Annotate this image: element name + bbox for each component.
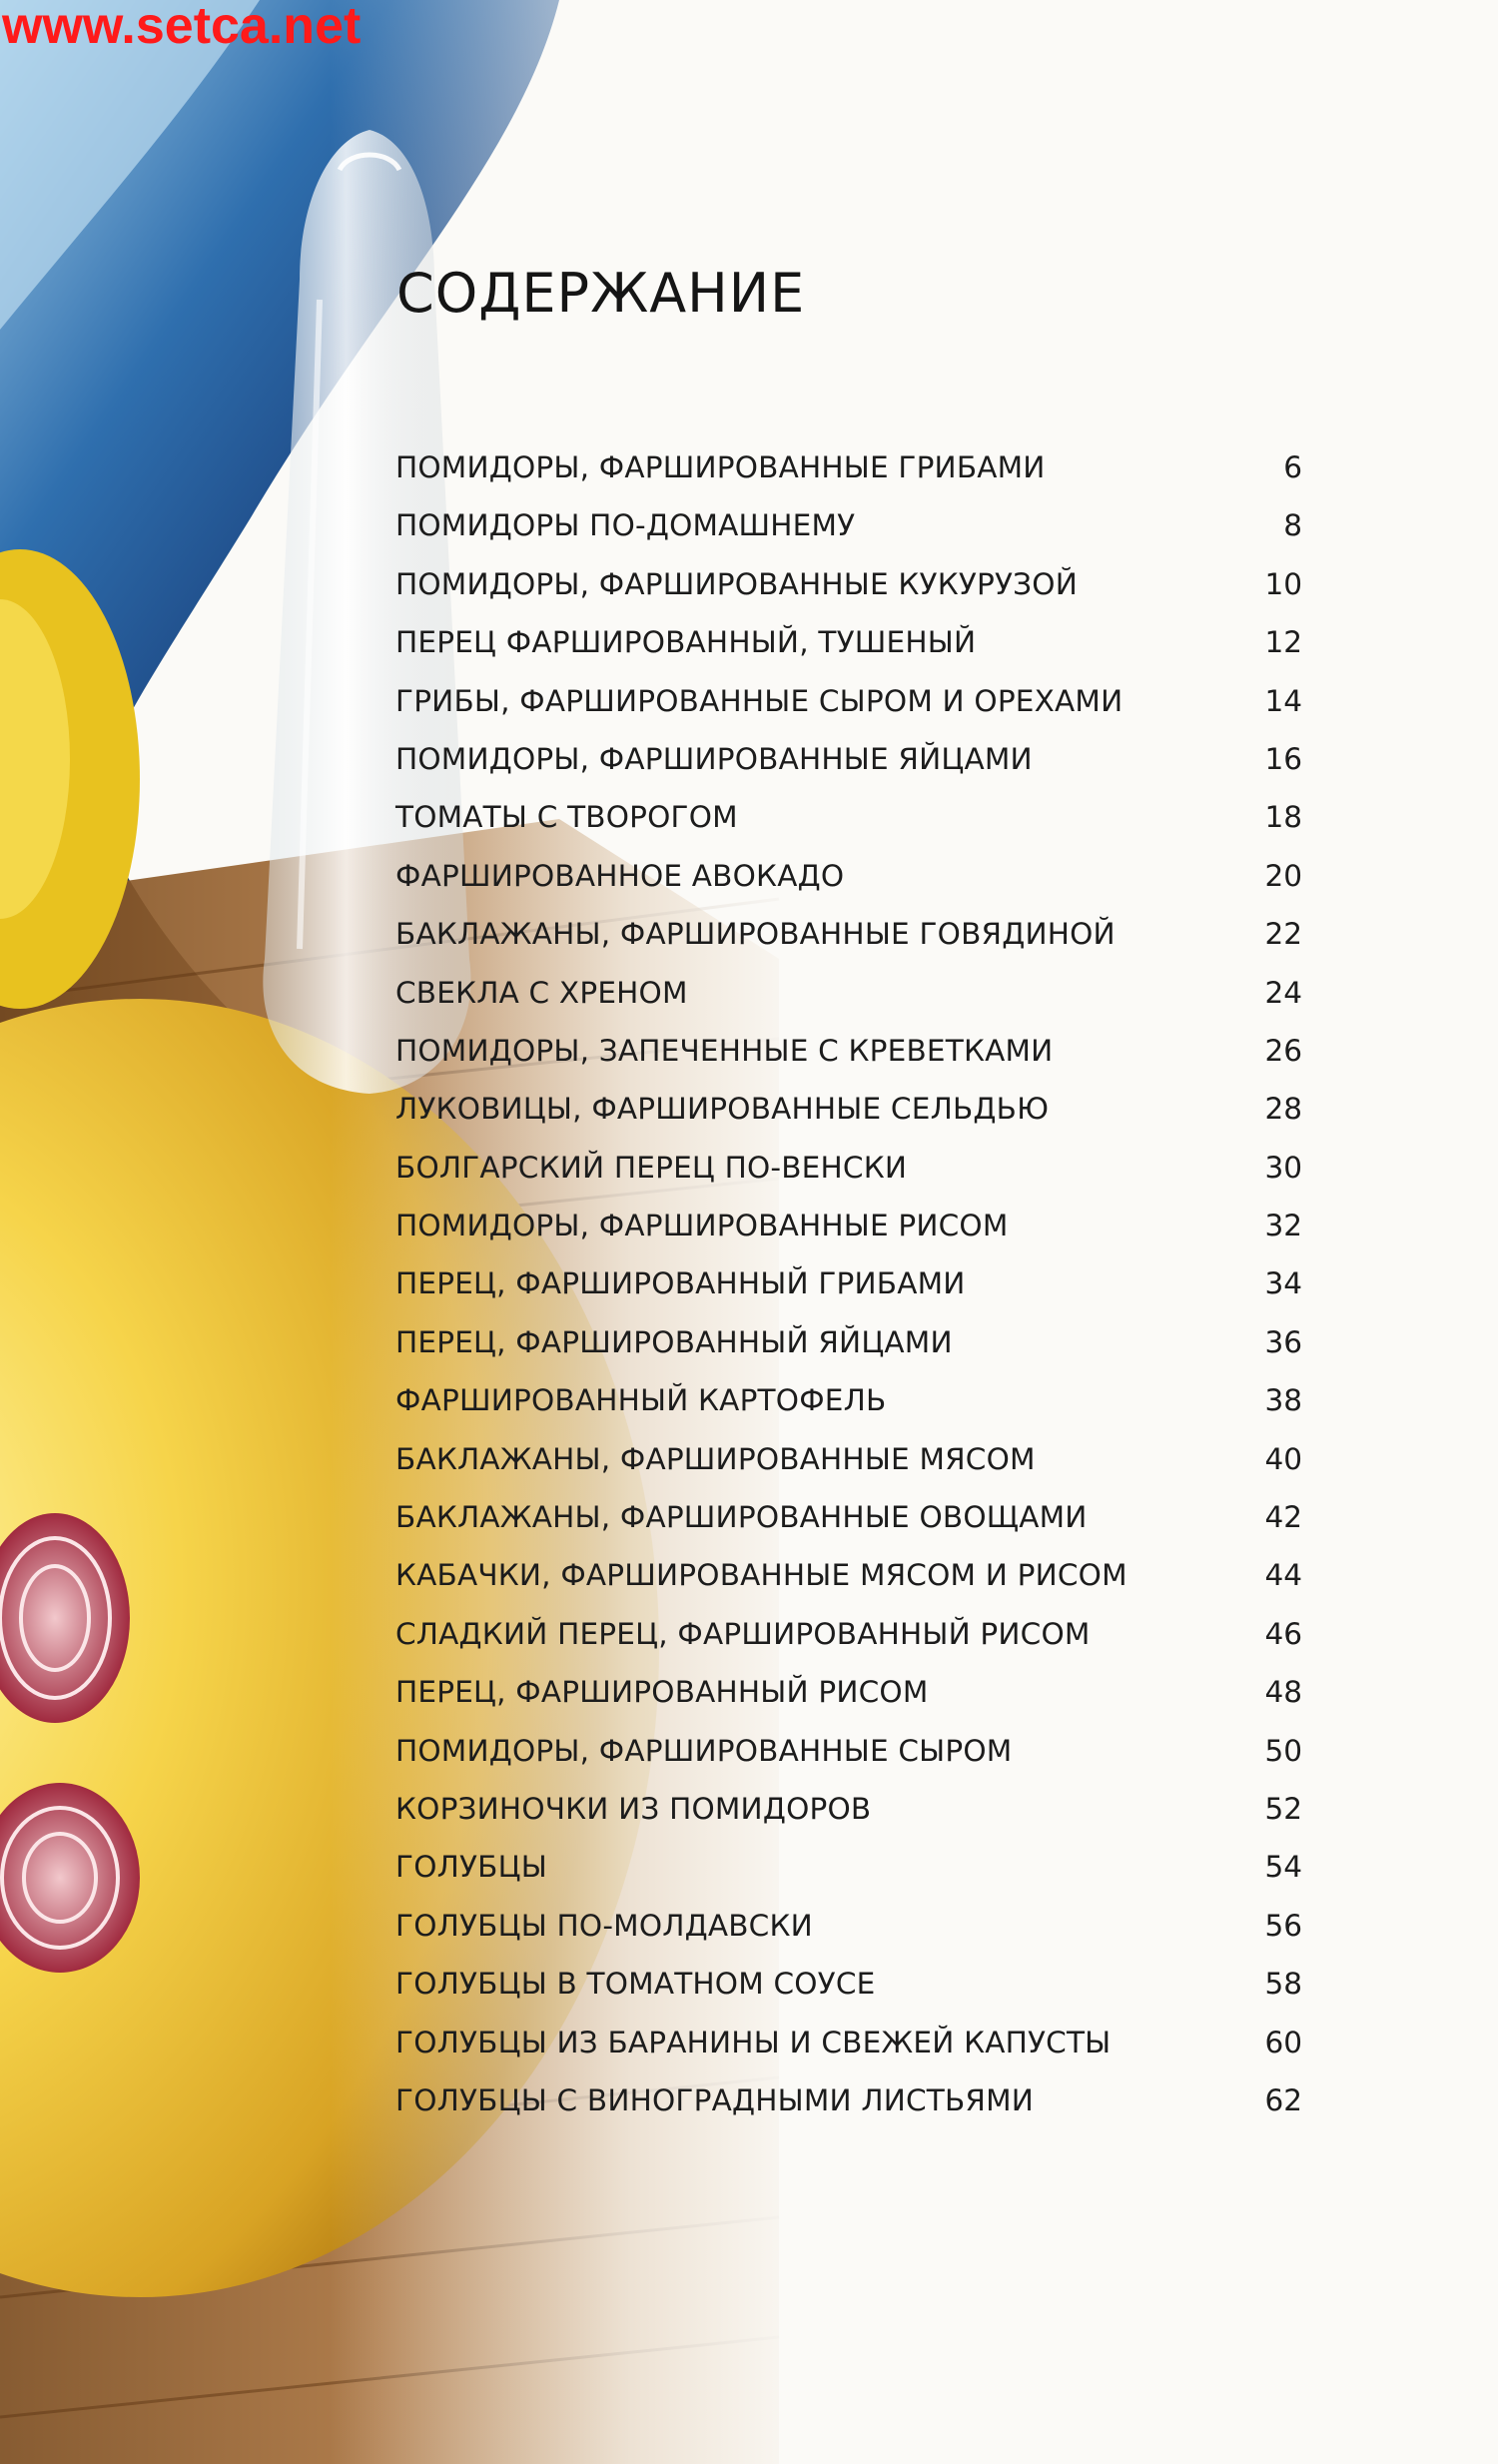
toc-entry [395,1609,1302,1667]
toc-entry-title: ПОМИДОРЫ, ФАРШИРОВАННЫЕ ГРИБАМИ [395,450,1046,484]
toc-entry-page-number: 6 [1283,450,1302,484]
toc-entry-page-number: 34 [1264,1266,1302,1301]
toc-entry [395,1201,1302,1258]
toc-entry-title: БАКЛАЖАНЫ, ФАРШИРОВАННЫЕ ОВОЩАМИ [395,1500,1088,1535]
toc-entry [395,1492,1302,1550]
toc-entry-title: СВЕКЛА С ХРЕНОМ [395,975,688,1010]
toc-entry-title: ГОЛУБЦЫ ИЗ БАРАНИНЫ И СВЕЖЕЙ КАПУСТЫ [395,2025,1112,2059]
toc-entry-page-number: 26 [1264,1033,1302,1068]
page-title: СОДЕРЖАНИЕ [396,262,806,325]
toc-entry-title: ПОМИДОРЫ, ФАРШИРОВАННЫЕ РИСОМ [395,1209,1009,1243]
toc-entry-page-number: 62 [1264,2082,1302,2117]
toc-entry-page-number: 36 [1264,1324,1302,1359]
toc-entry-title: ГОЛУБЦЫ ПО-МОЛДАВСКИ [395,1908,813,1943]
toc-entry-page-number: 44 [1264,1558,1302,1593]
toc-entry [395,1667,1302,1725]
toc-entry [395,442,1302,500]
toc-entry [395,1026,1302,1084]
toc-entry-title: ТОМАТЫ С ТВОРОГОМ [395,800,738,835]
toc-entry-page-number: 54 [1264,1850,1302,1885]
toc-entry-title: ПОМИДОРЫ, ФАРШИРОВАННЫЕ КУКУРУЗОЙ [395,566,1078,601]
toc-entry-page-number: 56 [1264,1908,1302,1943]
toc-entry-title: БАКЛАЖАНЫ, ФАРШИРОВАННЫЕ ГОВЯДИНОЙ [395,917,1116,952]
toc-entry-page-number: 32 [1264,1209,1302,1243]
toc-entry-title: КОРЗИНОЧКИ ИЗ ПОМИДОРОВ [395,1791,872,1826]
toc-entry [395,1726,1302,1784]
toc-entry-page-number: 52 [1264,1791,1302,1826]
toc-entry [395,2075,1302,2133]
toc-entry [395,617,1302,675]
toc-entry-page-number: 8 [1283,508,1302,543]
toc-entry-title: ГРИБЫ, ФАРШИРОВАННЫЕ СЫРОМ И ОРЕХАМИ [395,683,1124,718]
toc-entry-page-number: 22 [1264,917,1302,952]
toc-entry [395,1375,1302,1433]
toc-entry-page-number: 30 [1264,1150,1302,1185]
toc-entry-page-number: 10 [1264,566,1302,601]
toc-entry-page-number: 58 [1264,1967,1302,2002]
toc-entry-title: ГОЛУБЦЫ [395,1850,547,1885]
toc-entry-title: КАБАЧКИ, ФАРШИРОВАННЫЕ МЯСОМ И РИСОМ [395,1558,1127,1593]
toc-entry-title: БАКЛАЖАНЫ, ФАРШИРОВАННЫЕ МЯСОМ [395,1441,1036,1476]
toc-entry [395,909,1302,967]
toc-entry [395,1143,1302,1201]
toc-entry-title: ПОМИДОРЫ ПО-ДОМАШНЕМУ [395,508,856,543]
toc-entry [395,1317,1302,1375]
toc-entry [395,1901,1302,1959]
toc-entry [395,968,1302,1026]
toc-entry-page-number: 12 [1264,625,1302,660]
toc-entry [395,1784,1302,1842]
table-of-contents [395,442,1302,2133]
toc-entry-page-number: 40 [1264,1441,1302,1476]
toc-entry-page-number: 42 [1264,1500,1302,1535]
toc-entry-page-number: 38 [1264,1383,1302,1418]
toc-entry-page-number: 16 [1264,741,1302,776]
toc-entry-page-number: 48 [1264,1675,1302,1710]
toc-entry [395,1434,1302,1492]
toc-entry-title: СЛАДКИЙ ПЕРЕЦ, ФАРШИРОВАННЫЙ РИСОМ [395,1616,1091,1651]
toc-entry-page-number: 24 [1264,975,1302,1010]
toc-entry-title: ГОЛУБЦЫ С ВИНОГРАДНЫМИ ЛИСТЬЯМИ [395,2082,1035,2117]
toc-entry [395,1842,1302,1900]
toc-entry [395,500,1302,558]
toc-entry-page-number: 50 [1264,1733,1302,1768]
toc-entry-title: ФАРШИРОВАННЫЙ КАРТОФЕЛЬ [395,1383,887,1418]
toc-entry-title: ПЕРЕЦ, ФАРШИРОВАННЫЙ ЯЙЦАМИ [395,1324,953,1359]
toc-entry-title: ПОМИДОРЫ, ФАРШИРОВАННЫЕ СЫРОМ [395,1733,1013,1768]
toc-entry-title: ПОМИДОРЫ, ЗАПЕЧЕННЫЕ С КРЕВЕТКАМИ [395,1033,1054,1068]
toc-entry [395,559,1302,617]
toc-entry-title: ПЕРЕЦ ФАРШИРОВАННЫЙ, ТУШЕНЫЙ [395,625,977,660]
toc-entry-title: ПОМИДОРЫ, ФАРШИРОВАННЫЕ ЯЙЦАМИ [395,741,1033,776]
toc-entry [395,1550,1302,1608]
toc-entry [395,2018,1302,2075]
site-watermark: www.setca.net [2,0,362,55]
toc-entry [395,1959,1302,2017]
toc-entry-title: ЛУКОВИЦЫ, ФАРШИРОВАННЫЕ СЕЛЬДЬЮ [395,1092,1050,1127]
toc-entry [395,1084,1302,1142]
toc-entry-page-number: 18 [1264,800,1302,835]
toc-entry-page-number: 46 [1264,1616,1302,1651]
toc-entry-page-number: 14 [1264,683,1302,718]
toc-entry [395,1258,1302,1316]
toc-entry-title: ПЕРЕЦ, ФАРШИРОВАННЫЙ РИСОМ [395,1675,929,1710]
toc-entry-page-number: 28 [1264,1092,1302,1127]
toc-entry-page-number: 60 [1264,2025,1302,2059]
toc-entry-title: ФАРШИРОВАННОЕ АВОКАДО [395,858,845,893]
toc-entry-page-number: 20 [1264,858,1302,893]
toc-entry-title: БОЛГАРСКИЙ ПЕРЕЦ ПО-ВЕНСКИ [395,1150,908,1185]
toc-entry-title: ГОЛУБЦЫ В ТОМАТНОМ СОУСЕ [395,1967,876,2002]
toc-entry-title: ПЕРЕЦ, ФАРШИРОВАННЫЙ ГРИБАМИ [395,1266,966,1301]
toc-entry [395,851,1302,909]
toc-entry [395,734,1302,792]
toc-entry [395,676,1302,734]
toc-entry [395,792,1302,850]
